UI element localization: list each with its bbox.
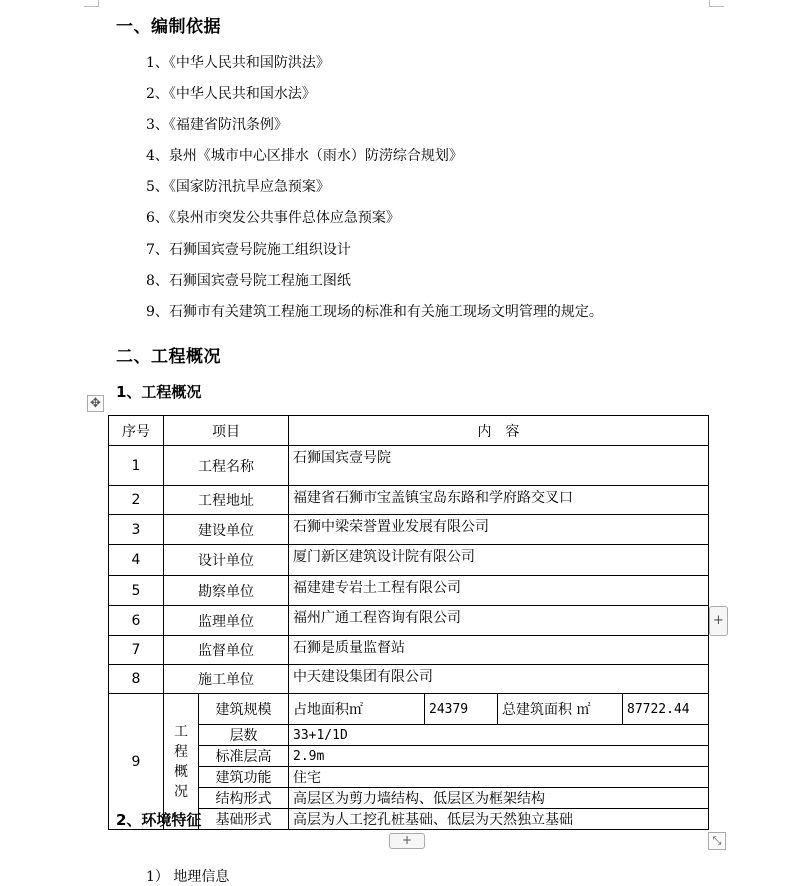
row-value[interactable]: 石狮是质量监督站	[289, 636, 709, 665]
row-no: 4	[109, 545, 164, 576]
row-value[interactable]: 福州广通工程咨询有限公司	[289, 606, 709, 636]
overview-sub-label: 建筑功能	[199, 767, 289, 788]
row-value[interactable]: 厦门新区建筑设计院有限公司	[289, 545, 709, 576]
overview-sub-value[interactable]: 高层为人工挖孔桩基础、低层为天然独立基础	[289, 809, 709, 830]
row-item: 工程名称	[164, 446, 289, 486]
basis-item: 9、石狮市有关建筑工程施工现场的标准和有关施工现场文明管理的规定。	[146, 304, 603, 320]
row-no: 8	[109, 665, 164, 694]
geo-info-item: 1） 地理信息	[146, 869, 230, 885]
overview-sub-label: 基础形式	[199, 809, 289, 830]
row-no: 2	[109, 486, 164, 515]
row-no: 5	[109, 576, 164, 606]
overview-sub-value[interactable]: 高层区为剪力墙结构、低层区为框架结构	[289, 788, 709, 809]
row-value[interactable]: 石狮国宾壹号院	[289, 446, 709, 486]
basis-item: 3、《福建省防汛条例》	[146, 117, 288, 133]
basis-item: 5、《国家防汛抗旱应急预案》	[146, 179, 330, 195]
overview-sub-row	[109, 725, 709, 746]
project-overview-table	[108, 415, 709, 830]
overview-sub-value[interactable]: 33+1/1D	[289, 725, 709, 746]
land-area-label: 占地面积㎡	[289, 694, 425, 725]
table-row	[109, 606, 709, 636]
row-item: 勘察单位	[164, 576, 289, 606]
table-row	[109, 636, 709, 665]
section-heading-overview: 二、工程概况	[116, 347, 221, 367]
row-no: 9	[109, 694, 164, 830]
basis-item: 4、泉州《城市中心区排水（雨水）防涝综合规划》	[146, 148, 463, 164]
row-item: 设计单位	[164, 545, 289, 576]
row-no: 6	[109, 606, 164, 636]
table-row	[109, 545, 709, 576]
row-item: 监督单位	[164, 636, 289, 665]
header-content: 内 容	[289, 416, 709, 446]
overview-sub-label: 层数	[199, 725, 289, 746]
section-heading-basis: 一、编制依据	[116, 17, 221, 37]
table-resize-icon[interactable]: ⤡	[708, 832, 726, 850]
page-corner-mark-left	[84, 0, 99, 7]
table-header-row	[109, 416, 709, 446]
header-no: 序号	[109, 416, 164, 446]
overview-group-label: 工程概况	[174, 723, 188, 800]
row-value[interactable]: 中天建设集团有限公司	[289, 665, 709, 694]
subheading-project-overview: 1、工程概况	[116, 383, 202, 401]
basis-item: 2、《中华人民共和国水法》	[146, 86, 316, 102]
table-move-icon[interactable]: ✥	[87, 395, 104, 412]
overview-sub-value[interactable]: 住宅	[289, 767, 709, 788]
table-row	[109, 486, 709, 515]
overview-sub-label: 建筑规模	[199, 694, 289, 725]
land-area-value[interactable]: 24379	[425, 694, 498, 725]
add-row-button[interactable]: +	[389, 833, 425, 849]
row-item: 施工单位	[164, 665, 289, 694]
basis-item: 8、石狮国宾壹号院工程施工图纸	[146, 273, 351, 289]
add-column-button[interactable]: +	[709, 606, 728, 636]
page-corner-mark-right	[709, 0, 724, 7]
overview-sub-row	[109, 788, 709, 809]
row-item: 工程地址	[164, 486, 289, 515]
total-area-value[interactable]: 87722.44	[623, 694, 709, 725]
table-row	[109, 515, 709, 545]
row-value[interactable]: 石狮中梁荣誉置业发展有限公司	[289, 515, 709, 545]
row-no: 1	[109, 446, 164, 486]
overview-sub-label: 结构形式	[199, 788, 289, 809]
subheading-environment: 2、环境特征	[116, 811, 202, 829]
overview-sub-row	[109, 767, 709, 788]
header-item: 项目	[164, 416, 289, 446]
row-item: 建设单位	[164, 515, 289, 545]
row-no: 3	[109, 515, 164, 545]
row-no: 7	[109, 636, 164, 665]
overview-sub-label: 标准层高	[199, 746, 289, 767]
row-value[interactable]: 福建省石狮市宝盖镇宝岛东路和学府路交叉口	[289, 486, 709, 515]
basis-item: 6、《泉州市突发公共事件总体应急预案》	[146, 210, 400, 226]
overview-scale-row	[109, 694, 709, 725]
basis-item: 7、石狮国宾壹号院施工组织设计	[146, 242, 351, 258]
row-value[interactable]: 福建建专岩土工程有限公司	[289, 576, 709, 606]
row-item: 监理单位	[164, 606, 289, 636]
total-area-label: 总建筑面积 ㎡	[498, 694, 623, 725]
table-row	[109, 446, 709, 486]
overview-sub-row	[109, 746, 709, 767]
table-row	[109, 576, 709, 606]
overview-sub-value[interactable]: 2.9m	[289, 746, 709, 767]
basis-item: 1、《中华人民共和国防洪法》	[146, 55, 330, 71]
table-row	[109, 665, 709, 694]
